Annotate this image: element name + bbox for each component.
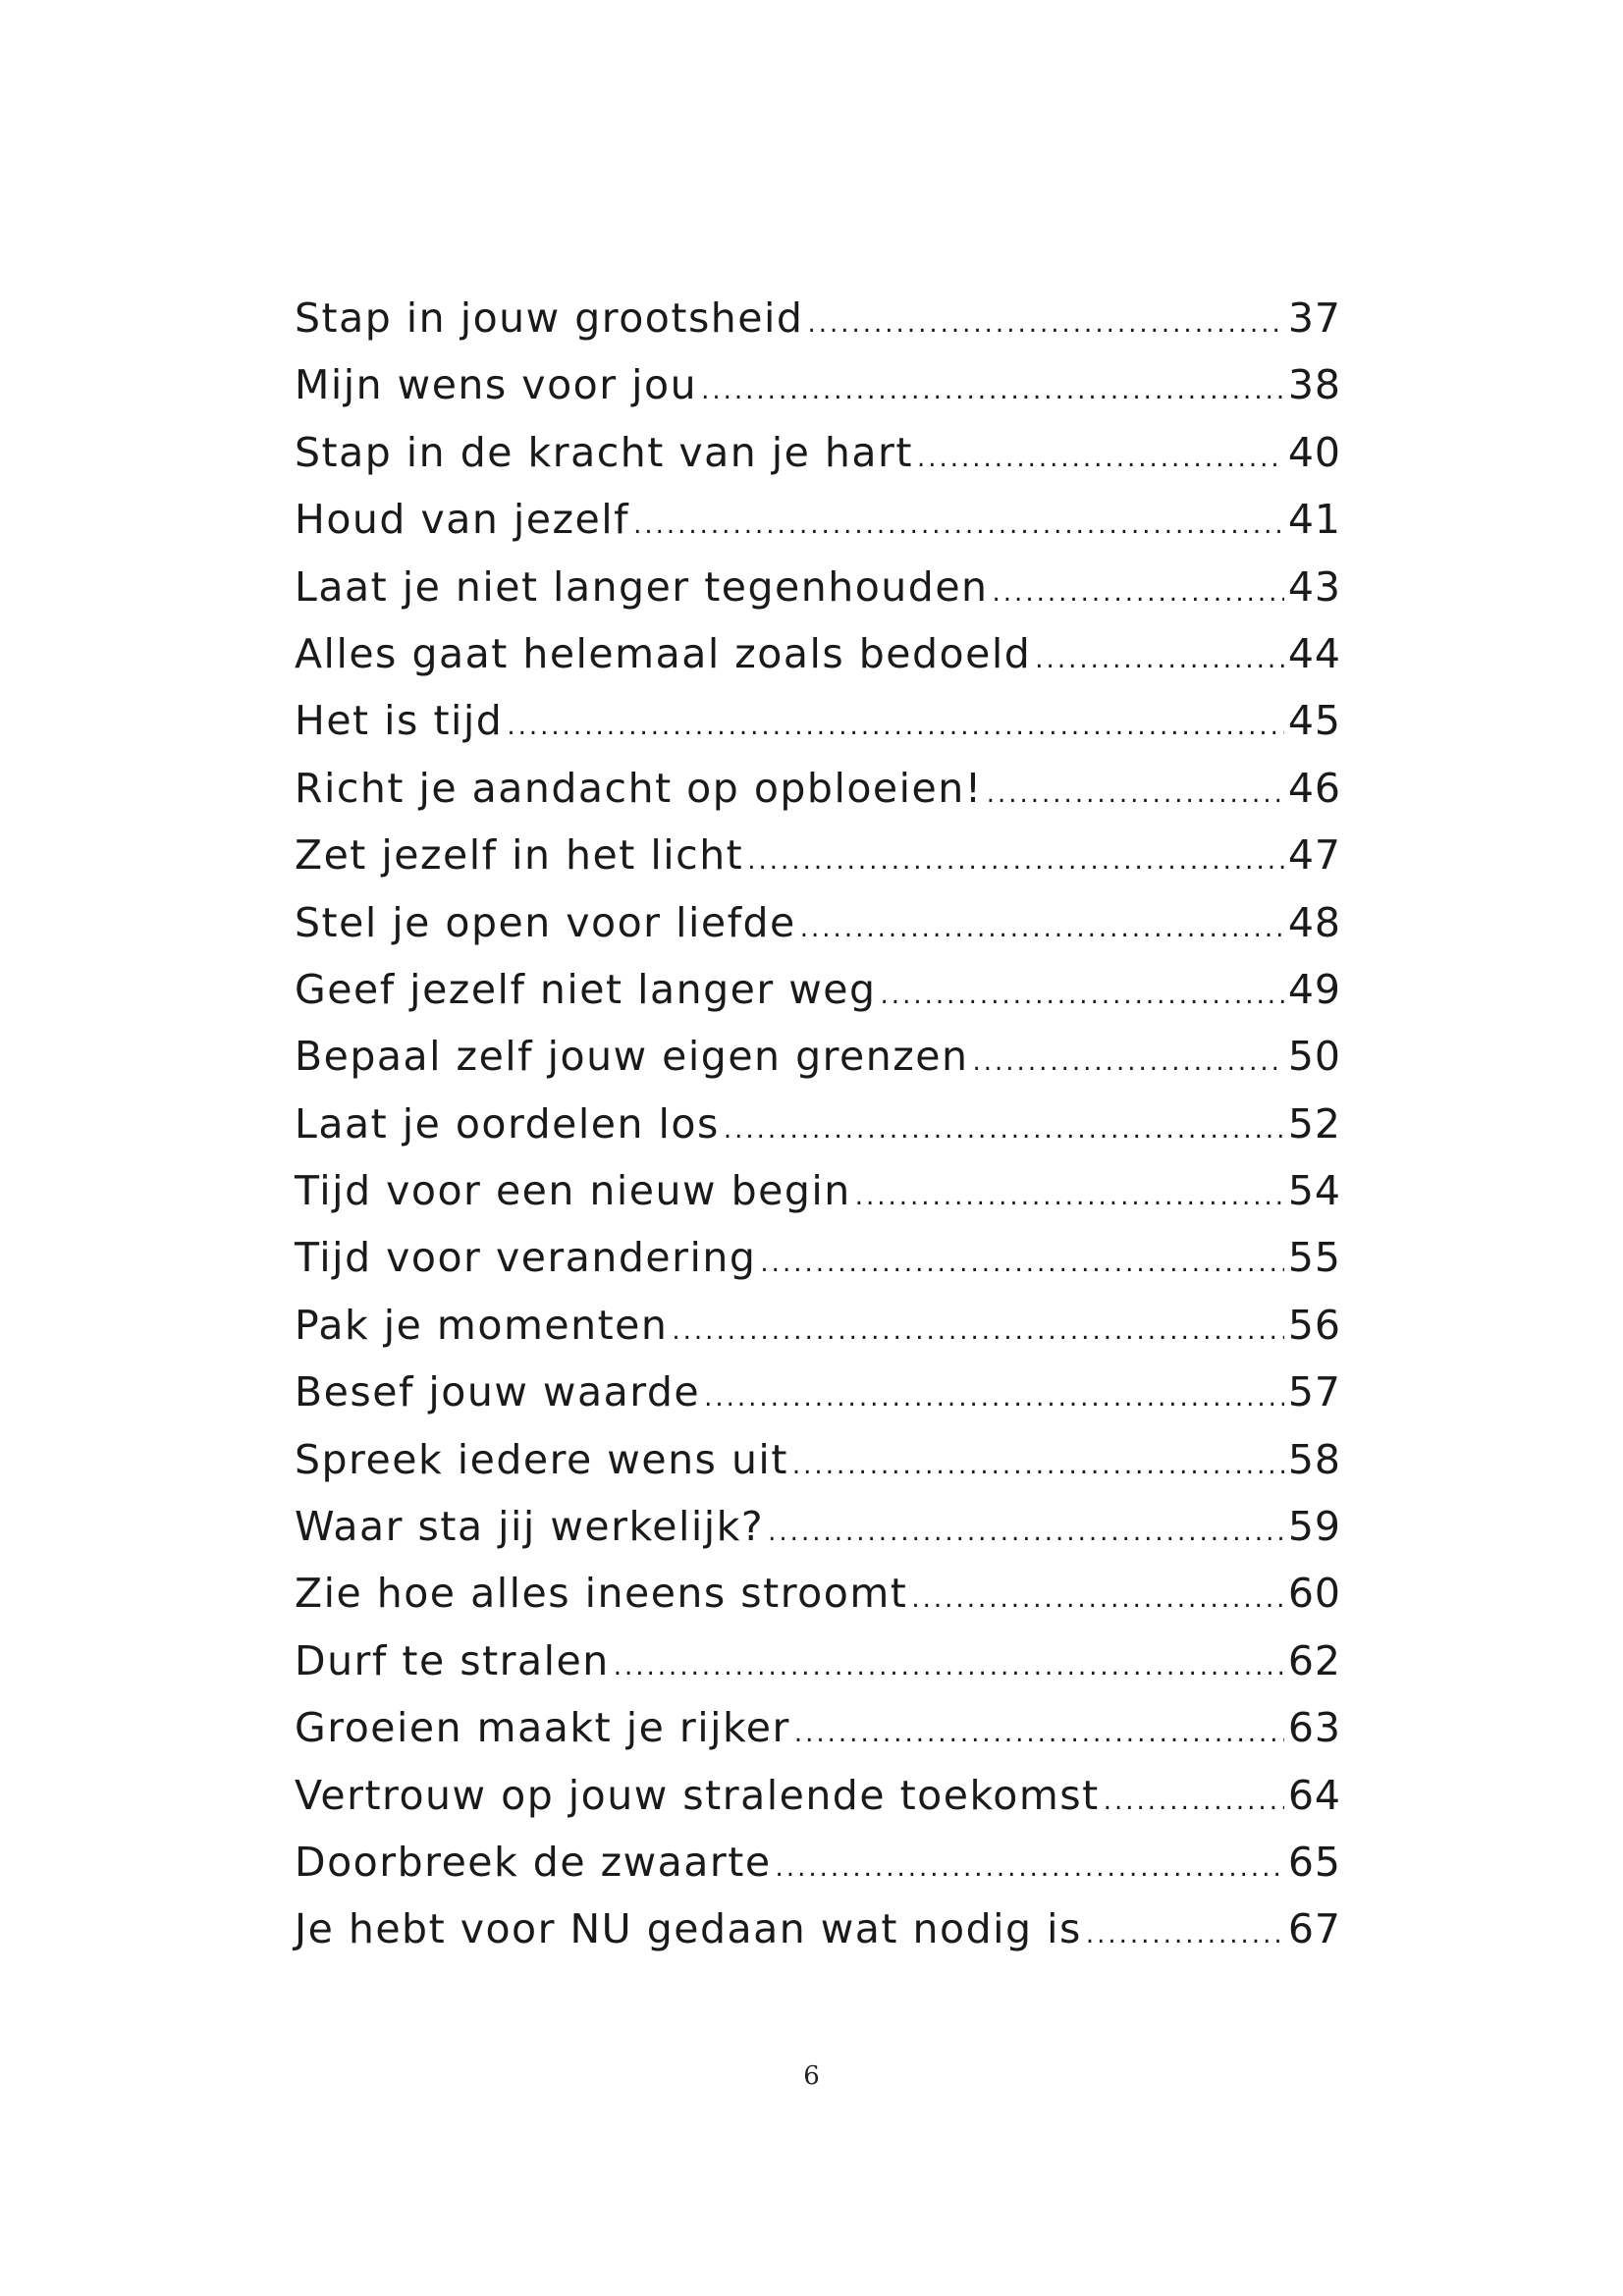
toc-entry-page: 48 xyxy=(1287,898,1341,946)
toc-entry-title: Zie hoe alles ineens stroomt xyxy=(295,1570,908,1618)
toc-entry xyxy=(295,765,1341,831)
toc-entry-page: 56 xyxy=(1287,1301,1341,1349)
dot-leader xyxy=(917,446,1284,471)
dot-leader xyxy=(792,1453,1284,1478)
toc-entry-page: 67 xyxy=(1287,1905,1341,1953)
toc-entry xyxy=(295,1167,1341,1234)
toc-entry xyxy=(295,1704,1341,1771)
toc-entry-page: 40 xyxy=(1287,428,1341,476)
toc-entry-title: Bepaal zelf jouw eigen grenzen xyxy=(295,1033,969,1081)
toc-entry-page: 45 xyxy=(1287,697,1341,745)
toc-entry-page: 55 xyxy=(1287,1234,1341,1282)
toc-entry-page: 43 xyxy=(1287,562,1341,611)
toc-entry-page: 49 xyxy=(1287,965,1341,1013)
dot-leader xyxy=(987,781,1284,807)
toc-entry xyxy=(295,1100,1341,1167)
toc-entry xyxy=(295,1302,1341,1368)
toc-entry-page: 52 xyxy=(1287,1099,1341,1148)
toc-entry-title: Laat je niet langer tegenhouden xyxy=(295,562,989,611)
dot-leader xyxy=(794,1721,1284,1746)
toc-entry xyxy=(295,966,1341,1033)
toc-entry-page: 54 xyxy=(1287,1167,1341,1215)
toc-entry xyxy=(295,429,1341,496)
toc-entry-page: 47 xyxy=(1287,831,1341,880)
toc-entry xyxy=(295,1033,1341,1099)
toc-entry-title: Waar sta jij werkelijk? xyxy=(295,1503,765,1551)
dot-leader xyxy=(747,848,1284,874)
dot-leader xyxy=(760,1251,1283,1276)
toc-entry-page: 65 xyxy=(1287,1838,1341,1886)
toc-entry-title: Vertrouw op jouw stralende toekomst xyxy=(295,1771,1100,1819)
dot-leader xyxy=(507,714,1283,739)
toc-entry-page: 60 xyxy=(1287,1570,1341,1618)
toc-entry xyxy=(295,1570,1341,1636)
toc-entry-title: Mijn wens voor jou xyxy=(295,361,698,409)
dot-leader xyxy=(800,916,1284,941)
dot-leader xyxy=(614,1654,1284,1680)
toc-entry-title: Zet jezelf in het licht xyxy=(295,831,744,880)
dot-leader xyxy=(724,1117,1284,1143)
toc-entry xyxy=(295,1905,1341,1972)
dot-leader xyxy=(1104,1789,1284,1814)
toc-entry xyxy=(295,1637,1341,1704)
toc-entry-title: Tijd voor een nieuw begin xyxy=(295,1167,851,1215)
dot-leader xyxy=(701,378,1284,403)
toc-entry xyxy=(295,899,1341,966)
toc-entry-title: Laat je oordelen los xyxy=(295,1099,720,1148)
toc-entry xyxy=(295,294,1341,361)
toc-entry-title: Spreek iedere wens uit xyxy=(295,1435,788,1483)
toc-entry-title: Stap in de kracht van je hart xyxy=(295,428,913,476)
toc-entry-title: Stap in jouw grootsheid xyxy=(295,294,804,342)
toc-entry-title: Geef jezelf niet langer weg xyxy=(295,965,877,1013)
toc-entry-title: Groeien maakt je rijker xyxy=(295,1704,790,1752)
toc-entry-page: 37 xyxy=(1287,294,1341,342)
page-number: 6 xyxy=(803,2061,820,2091)
toc-entry-page: 38 xyxy=(1287,361,1341,409)
toc-entry xyxy=(295,1772,1341,1839)
toc-entry xyxy=(295,563,1341,630)
toc-entry-title: Stel je open voor liefde xyxy=(295,898,796,946)
toc-entry-page: 57 xyxy=(1287,1368,1341,1416)
toc-entry-title: Je hebt voor NU gedaan wat nodig is xyxy=(295,1905,1082,1953)
dot-leader xyxy=(704,1385,1284,1411)
dot-leader xyxy=(807,311,1283,337)
toc-entry xyxy=(295,630,1341,697)
toc-entry-page: 44 xyxy=(1287,629,1341,677)
toc-entry xyxy=(295,831,1341,898)
toc-entry-title: Richt je aandacht op opbloeien! xyxy=(295,764,983,812)
toc-entry-page: 59 xyxy=(1287,1503,1341,1551)
table-of-contents xyxy=(295,294,1341,1973)
toc-entry xyxy=(295,496,1341,562)
toc-entry-title: Tijd voor verandering xyxy=(295,1234,757,1282)
toc-entry-title: Pak je momenten xyxy=(295,1301,669,1349)
toc-entry xyxy=(295,1234,1341,1301)
dot-leader xyxy=(1035,647,1284,672)
dot-leader xyxy=(1086,1922,1284,1948)
dot-leader xyxy=(768,1520,1284,1545)
dot-leader xyxy=(911,1586,1283,1612)
toc-entry-page: 63 xyxy=(1287,1704,1341,1752)
toc-entry-title: Houd van jezelf xyxy=(295,496,630,544)
toc-entry xyxy=(295,1368,1341,1435)
dot-leader xyxy=(993,580,1284,606)
dot-leader xyxy=(633,512,1284,538)
toc-entry xyxy=(295,1436,1341,1503)
dot-leader xyxy=(973,1049,1284,1075)
toc-entry xyxy=(295,697,1341,764)
toc-entry xyxy=(295,361,1341,428)
dot-leader xyxy=(881,983,1284,1008)
toc-entry-title: Besef jouw waarde xyxy=(295,1368,701,1416)
toc-entry-page: 50 xyxy=(1287,1033,1341,1081)
toc-entry-title: Het is tijd xyxy=(295,697,504,745)
toc-entry xyxy=(295,1503,1341,1570)
dot-leader xyxy=(672,1318,1283,1344)
toc-entry-title: Durf te stralen xyxy=(295,1636,610,1684)
toc-entry-page: 64 xyxy=(1287,1771,1341,1819)
toc-entry-page: 58 xyxy=(1287,1435,1341,1483)
toc-entry-page: 62 xyxy=(1287,1636,1341,1684)
dot-leader xyxy=(776,1855,1284,1881)
dot-leader xyxy=(855,1184,1284,1209)
toc-entry-title: Alles gaat helemaal zoals bedoeld xyxy=(295,629,1032,677)
toc-entry-page: 41 xyxy=(1287,496,1341,544)
toc-entry xyxy=(295,1839,1341,1905)
toc-entry-title: Doorbreek de zwaarte xyxy=(295,1838,772,1886)
toc-entry-page: 46 xyxy=(1287,764,1341,812)
